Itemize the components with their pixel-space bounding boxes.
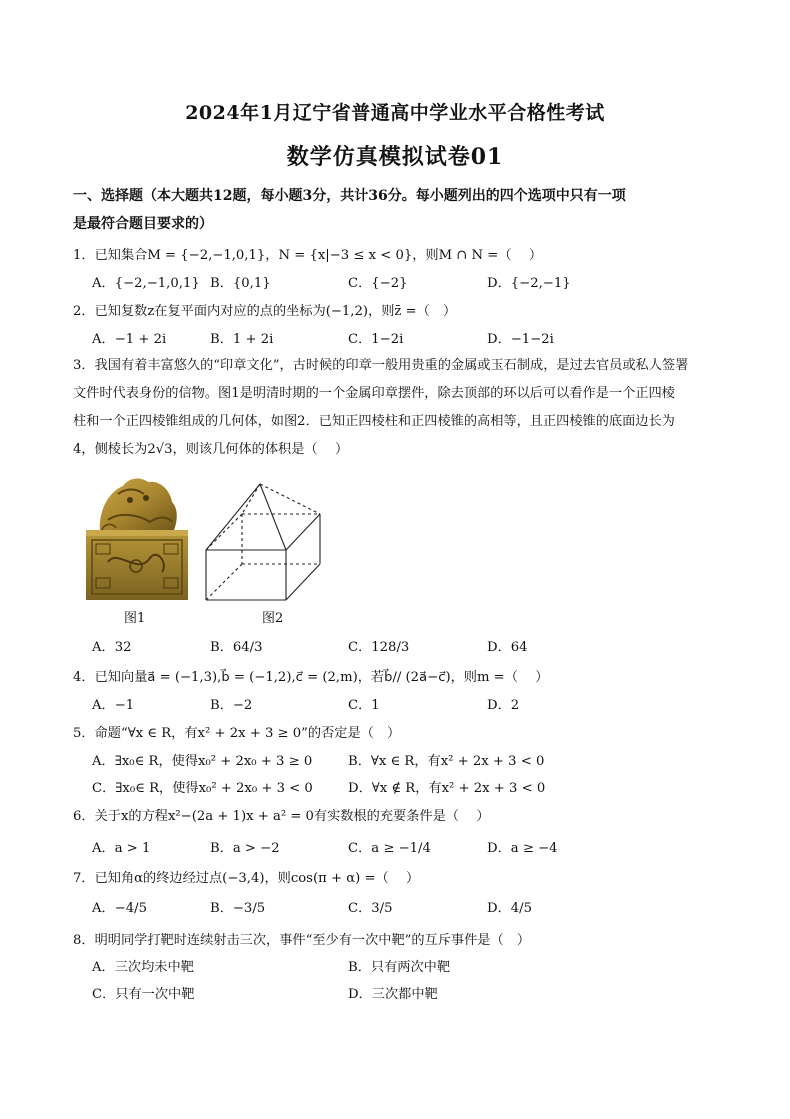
question-3-stem-1: 3．我国有着丰富悠久的“印章文化”，古时候的印章一般用贵重的金属或玉石制成，是过去官员或私人签署 xyxy=(73,358,689,373)
q2-option-b[interactable]: B．1 + 2i xyxy=(210,332,274,347)
question-2-stem: 2．已知复数z在复平面内对应的点的坐标为(−1,2)，则z̄ =（ ） xyxy=(73,304,457,319)
q5-option-b[interactable]: B．∀x ∈ R，有x² + 2x + 3 < 0 xyxy=(348,754,545,769)
section-heading-cont: 是最符合题目要求的） xyxy=(73,216,213,232)
q2-option-a[interactable]: A．−1 + 2i xyxy=(92,332,167,347)
q3-option-b[interactable]: B．64/3 xyxy=(210,640,263,655)
question-3-stem-2: 文件时代表身份的信物。图1是明清时期的一个金属印章摆件，除去顶部的环以后可以看作是一个正四棱 xyxy=(73,386,675,401)
figure-2-solid-diagram xyxy=(202,480,326,604)
q4-option-b[interactable]: B．−2 xyxy=(210,698,253,713)
q5-option-c[interactable]: C．∃x₀∈ R，使得x₀² + 2x₀ + 3 < 0 xyxy=(92,781,313,796)
q3-option-a[interactable]: A．32 xyxy=(92,640,132,655)
question-4-stem: 4．已知向量a⃗ = (−1,3),b⃗ = (−1,2),c⃗ = (2,m)，若b⃗// (2a⃗−c⃗)，则m =（ ） xyxy=(73,670,549,685)
q1-option-a[interactable]: A．{−2,−1,0,1} xyxy=(92,276,200,291)
q7-option-c[interactable]: C．3/5 xyxy=(348,901,393,916)
q1-option-d[interactable]: D．{−2,−1} xyxy=(487,276,571,291)
exam-title: 2024年1月辽宁省普通高中学业水平合格性考试 xyxy=(185,102,605,124)
q1-option-c[interactable]: C．{−2} xyxy=(348,276,408,291)
question-3-stem-3: 柱和一个正四棱锥组成的几何体，如图2．已知正四棱柱和正四棱锥的高相等，且正四棱锥的底面边长为 xyxy=(73,414,675,429)
q3-option-c[interactable]: C．128/3 xyxy=(348,640,410,655)
q8-option-d[interactable]: D．三次都中靶 xyxy=(348,987,438,1002)
q3-option-d[interactable]: D．64 xyxy=(487,640,528,655)
q8-option-c[interactable]: C．只有一次中靶 xyxy=(92,987,195,1002)
q8-option-b[interactable]: B．只有两次中靶 xyxy=(348,960,451,975)
question-5-stem: 5．命题“∀x ∈ R，有x² + 2x + 3 ≥ 0”的否定是（ ） xyxy=(73,726,401,741)
q2-option-c[interactable]: C．1−2i xyxy=(348,332,404,347)
question-7-stem: 7．已知角α的终边经过点(−3,4)，则cos(π + α) =（ ） xyxy=(73,871,420,886)
question-6-stem: 6．关于x的方程x²−(2a + 1)x + a² = 0有实数根的充要条件是（ ） xyxy=(73,809,490,824)
question-8-stem: 8．明明同学打靶时连续射击三次，事件“至少有一次中靶”的互斥事件是（ ） xyxy=(73,933,531,948)
q6-option-a[interactable]: A．a > 1 xyxy=(92,841,151,856)
q2-option-d[interactable]: D．−1−2i xyxy=(487,332,554,347)
q4-option-d[interactable]: D．2 xyxy=(487,698,520,713)
figure-1-caption: 图1 xyxy=(124,611,146,626)
question-3-stem-4: 4，侧棱长为2√3，则该几何体的体积是（ ） xyxy=(73,442,349,457)
q7-option-a[interactable]: A．−4/5 xyxy=(92,901,147,916)
q5-option-d[interactable]: D．∀x ∉ R，有x² + 2x + 3 < 0 xyxy=(348,781,546,796)
q4-option-a[interactable]: A．−1 xyxy=(92,698,135,713)
q6-option-c[interactable]: C．a ≥ −1/4 xyxy=(348,841,431,856)
exam-subtitle: 数学仿真模拟试卷01 xyxy=(286,144,504,170)
q1-option-b[interactable]: B．{0,1} xyxy=(210,276,271,291)
figure-2-caption: 图2 xyxy=(262,611,284,626)
question-1-stem: 1．已知集合M = {−2,−1,0,1}，N = {x|−3 ≤ x < 0}，则M ∩ N =（ ） xyxy=(73,248,543,263)
q8-option-a[interactable]: A．三次均未中靶 xyxy=(92,960,194,975)
q4-option-c[interactable]: C．1 xyxy=(348,698,380,713)
q6-option-b[interactable]: B．a > −2 xyxy=(210,841,280,856)
q7-option-d[interactable]: D．4/5 xyxy=(487,901,532,916)
q5-option-a[interactable]: A．∃x₀∈ R，使得x₀² + 2x₀ + 3 ≥ 0 xyxy=(92,754,313,769)
q6-option-d[interactable]: D．a ≥ −4 xyxy=(487,841,558,856)
figure-1-seal-image xyxy=(78,472,196,604)
q7-option-b[interactable]: B．−3/5 xyxy=(210,901,266,916)
section-heading: 一、选择题（本大题共12题，每小题3分，共计36分。每小题列出的四个选项中只有一项 xyxy=(73,188,626,204)
